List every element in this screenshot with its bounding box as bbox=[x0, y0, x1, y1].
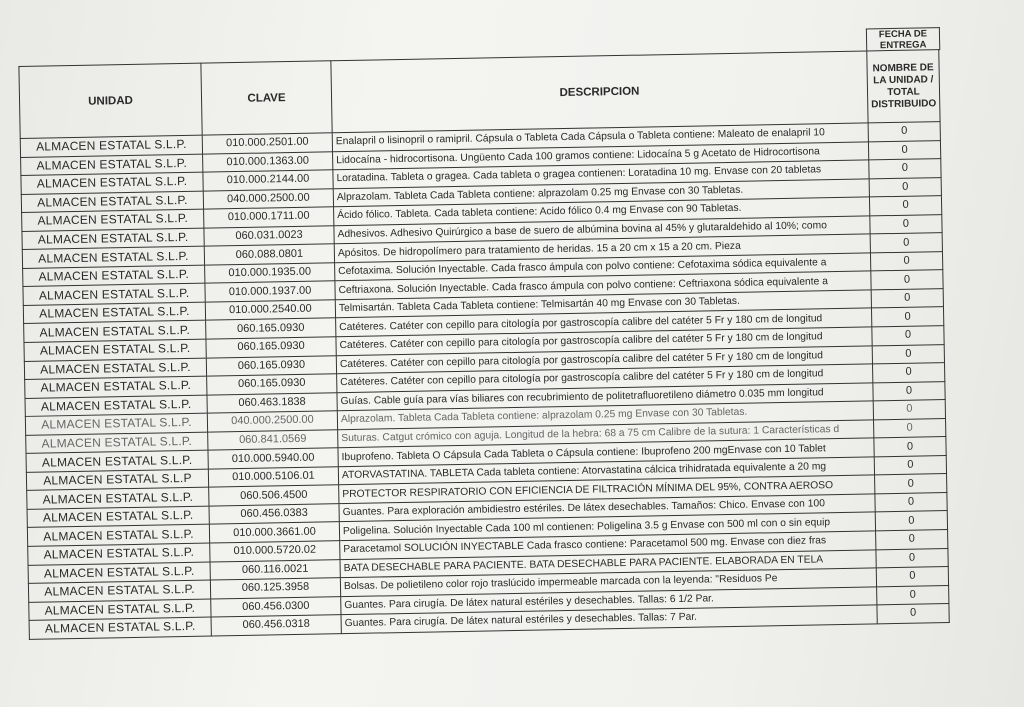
clave-cell: 060.456.0300 bbox=[211, 596, 341, 617]
clave-cell: 060.456.0383 bbox=[209, 504, 339, 525]
clave-cell: 060.165.0930 bbox=[206, 318, 336, 339]
distribution-sheet bbox=[18, 26, 1010, 684]
descripcion-cell: Guantes. Para exploración ambidiestro estériles. De látex desechables. Tamaños: Chico. Envase con 100 bbox=[339, 494, 875, 522]
total-cell: 0 bbox=[874, 455, 946, 475]
clave-cell: 060.456.0318 bbox=[211, 615, 341, 636]
unidad-cell: ALMACEN ESTATAL S.L.P. bbox=[23, 283, 205, 305]
clave-cell: 060.463.1838 bbox=[207, 392, 337, 413]
clave-cell: 010.000.1937.00 bbox=[205, 281, 335, 302]
total-cell: 0 bbox=[875, 511, 947, 531]
total-cell: 0 bbox=[873, 363, 945, 383]
descripcion-cell: Bolsas. De polietileno color rojo traslúcido impermeable marcada con la leyenda: "Residuos Pe bbox=[340, 568, 876, 596]
descripcion-cell: Guías. Cable guía para vías biliares con recubrimiento de politetrafluoretileno diámetro 0.035 mm longitud bbox=[337, 383, 873, 411]
unidad-cell: ALMACEN ESTATAL S.L.P. bbox=[25, 395, 207, 417]
total-cell: 0 bbox=[875, 474, 947, 494]
descripcion-cell: Catéteres. Catéter con cepillo para citología por gastroscopía calibre del catéter 5 Fr y 180 cm de longitud bbox=[337, 364, 873, 392]
clave-cell: 060.165.0930 bbox=[206, 355, 336, 376]
unidad-cell: ALMACEN ESTATAL S.L.P. bbox=[28, 562, 210, 584]
total-cell: 0 bbox=[873, 400, 945, 420]
clave-cell: 060.088.0801 bbox=[204, 244, 334, 265]
unidad-cell: ALMACEN ESTATAL S.L.P. bbox=[23, 302, 205, 324]
total-cell: 0 bbox=[874, 437, 946, 457]
total-cell: 0 bbox=[872, 344, 944, 364]
total-cell: 0 bbox=[876, 567, 948, 587]
descripcion-header: DESCRIPCION bbox=[331, 51, 868, 133]
clave-cell: 010.000.5940.00 bbox=[208, 448, 338, 469]
descripcion-cell: Alprazolam. Tableta Cada Tableta contiene: alprazolam 0.25 mg Envase con 30 Tabletas. bbox=[333, 179, 869, 207]
descripcion-cell: Alprazolam. Tableta Cada Tableta contiene: alprazolam 0.25 mg Envase con 30 Tabletas. bbox=[337, 401, 873, 429]
total-distribuido-header: NOMBRE DE LA UNIDAD / TOTAL DISTRIBUIDO bbox=[867, 50, 940, 123]
unidad-cell: ALMACEN ESTATAL S.L.P. bbox=[29, 599, 211, 621]
total-cell: 0 bbox=[868, 122, 940, 142]
descripcion-cell: ATORVASTATINA. TABLETA Cada tableta contiene: Atorvastatina cálcica trihidratada equivalente a 20 mg bbox=[338, 457, 874, 485]
total-cell: 0 bbox=[868, 140, 940, 160]
clave-cell: 010.000.1363.00 bbox=[203, 151, 333, 172]
unidad-cell: ALMACEN ESTATAL S.L.P. bbox=[22, 228, 204, 250]
unidad-cell: ALMACEN ESTATAL S.L.P. bbox=[21, 172, 203, 194]
total-cell: 0 bbox=[869, 177, 941, 197]
descripcion-cell: Telmisartán. Tableta Cada Tableta contiene: Telmisartán 40 mg Envase con 30 Tabletas. bbox=[335, 290, 871, 318]
descripcion-cell: Lidocaína - hidrocortisona. Ungüento Cada 100 gramos contiene: Lidocaína 5 g Acetato de Hidrocortisona bbox=[333, 141, 869, 169]
clave-cell: 010.000.5106.01 bbox=[208, 467, 338, 488]
clave-header: CLAVE bbox=[201, 61, 332, 135]
total-cell: 0 bbox=[877, 585, 949, 605]
unidad-cell: ALMACEN ESTATAL S.L.P. bbox=[27, 487, 209, 509]
total-cell: 0 bbox=[876, 548, 948, 568]
clave-cell: 040.000.2500.00 bbox=[207, 411, 337, 432]
total-cell: 0 bbox=[877, 604, 949, 624]
clave-cell: 010.000.1935.00 bbox=[205, 263, 335, 284]
unidad-cell: ALMACEN ESTATAL S.L.P. bbox=[21, 191, 203, 213]
descripcion-cell: Catéteres. Catéter con cepillo para citología por gastroscopía calibre del catéter 5 Fr y 180 cm de longitud bbox=[336, 308, 872, 336]
clave-cell: 010.000.2501.00 bbox=[202, 133, 332, 154]
unidad-cell: ALMACEN ESTATAL S.L.P. bbox=[28, 580, 210, 602]
descripcion-cell: Adhesivos. Adhesivo Quirúrgico a base de suero de albúmina bovina al 45% y glutaraldehido al 10%; como bbox=[334, 216, 870, 244]
unidad-cell: ALMACEN ESTATAL S.L.P. bbox=[20, 135, 202, 157]
unidad-cell: ALMACEN ESTATAL S.L.P. bbox=[24, 358, 206, 380]
descripcion-cell: Paracetamol SOLUCIÓN INYECTABLE Cada frasco contiene: Paracetamol 500 mg. Envase con diez fras bbox=[340, 531, 876, 559]
distribution-table bbox=[18, 49, 949, 640]
clave-cell: 060.125.3958 bbox=[210, 578, 340, 599]
clave-cell: 010.000.1711.00 bbox=[204, 207, 334, 228]
unidad-cell: ALMACEN ESTATAL S.L.P. bbox=[25, 413, 207, 435]
unidad-cell: ALMACEN ESTATAL S.L.P. bbox=[29, 617, 211, 639]
descripcion-cell: Poligelina. Solución Inyectable Cada 100 ml contienen: Poligelina 3.5 g Envase con 500 ml con o sin equip bbox=[339, 512, 875, 540]
descripcion-cell: Guantes. Para cirugía. De látex natural estériles y desechables. Tallas: 6 1/2 Par. bbox=[341, 587, 877, 615]
descripcion-cell: Catéteres. Catéter con cepillo para citología por gastroscopía calibre del catéter 5 Fr y 180 cm de longitud bbox=[336, 327, 872, 355]
total-cell: 0 bbox=[870, 251, 942, 271]
unidad-cell: ALMACEN ESTATAL S.L.P. bbox=[24, 339, 206, 361]
fecha-entrega-header: FECHA DE ENTREGA bbox=[866, 27, 940, 51]
clave-cell: 060.116.0021 bbox=[210, 559, 340, 580]
clave-cell: 060.165.0930 bbox=[207, 374, 337, 395]
descripcion-cell: Cefotaxima. Solución Inyectable. Cada frasco ámpula con polvo contiene: Cefotaxima sódica equivalente a bbox=[335, 253, 871, 281]
clave-cell: 060.506.4500 bbox=[209, 485, 339, 506]
descripcion-cell: Enalapril o lisinopril o ramipril. Cápsula o Tableta Cada Cápsula o Tableta contiene: Maleato de enalapril 10 bbox=[332, 123, 868, 151]
descripcion-cell: Ácido fólico. Tableta. Cada tableta contiene: Acido fólico 0.4 mg Envase con 90 Tabletas. bbox=[334, 197, 870, 225]
clave-cell: 060.031.0023 bbox=[204, 225, 334, 246]
descripcion-cell: BATA DESECHABLE PARA PACIENTE. BATA DESECHABLE PARA PACIENTE. ELABORADA EN TELA bbox=[340, 549, 876, 577]
total-cell: 0 bbox=[870, 233, 942, 253]
unidad-cell: ALMACEN ESTATAL S.L.P. bbox=[27, 506, 209, 528]
unidad-cell: ALMACEN ESTATAL S.L.P. bbox=[22, 246, 204, 268]
unidad-header: UNIDAD bbox=[19, 63, 202, 138]
descripcion-cell: PROTECTOR RESPIRATORIO CON EFICIENCIA DE FILTRACIÓN MÍNIMA DEL 95%, CONTRA AEROSO bbox=[339, 475, 875, 503]
total-cell: 0 bbox=[871, 289, 943, 309]
clave-cell: 010.000.3661.00 bbox=[209, 522, 339, 543]
total-cell: 0 bbox=[874, 418, 946, 438]
clave-cell: 010.000.5720.02 bbox=[210, 541, 340, 562]
clave-cell: 060.841.0569 bbox=[208, 429, 338, 450]
descripcion-cell: Suturas. Catgut crómico con aguja. Longitud de la hebra: 68 a 75 cm Calibre de la sutura: 1 Características d bbox=[338, 420, 874, 448]
unidad-cell: ALMACEN ESTATAL S.L.P. bbox=[23, 265, 205, 287]
clave-cell: 060.165.0930 bbox=[206, 337, 336, 358]
clave-cell: 040.000.2500.00 bbox=[203, 188, 333, 209]
clave-cell: 010.000.2540.00 bbox=[205, 300, 335, 321]
total-cell: 0 bbox=[876, 530, 948, 550]
total-cell: 0 bbox=[875, 492, 947, 512]
total-cell: 0 bbox=[869, 159, 941, 179]
unidad-cell: ALMACEN ESTATAL S.L.P. bbox=[22, 209, 204, 231]
descripcion-cell: Loratadina. Tableta o gragea. Cada tableta o gragea contienen: Loratadina 10 mg. Envase con 20 tabletas bbox=[333, 160, 869, 188]
clave-cell: 010.000.2144.00 bbox=[203, 170, 333, 191]
unidad-cell: ALMACEN ESTATAL S.L.P. bbox=[25, 376, 207, 398]
descripcion-cell: Ibuprofeno. Tableta O Cápsula Cada Tableta o Cápsula contiene: Ibuprofeno 200 mgEnvase con 10 Tablet bbox=[338, 438, 874, 466]
unidad-cell: ALMACEN ESTATAL S.L.P. bbox=[28, 543, 210, 565]
unidad-cell: ALMACEN ESTATAL S.L.P. bbox=[27, 525, 209, 547]
unidad-cell: ALMACEN ESTATAL S.L.P. bbox=[21, 154, 203, 176]
unidad-cell: ALMACEN ESTATAL S.L.P bbox=[26, 469, 208, 491]
descripcion-cell: Ceftriaxona. Solución Inyectable. Cada frasco ámpula con polvo contiene: Ceftriaxona sódica equivalente a bbox=[335, 271, 871, 299]
table-body bbox=[20, 122, 949, 640]
descripcion-cell: Catéteres. Catéter con cepillo para citología por gastroscopía calibre del catéter 5 Fr y 180 cm de longitud bbox=[336, 345, 872, 373]
descripcion-cell: Apósitos. De hidropolímero para tratamiento de heridas. 15 a 20 cm x 15 a 20 cm. Pieza bbox=[334, 234, 870, 262]
total-cell: 0 bbox=[869, 196, 941, 216]
total-cell: 0 bbox=[870, 214, 942, 234]
descripcion-cell: Guantes. Para cirugía. De látex natural estériles y desechables. Tallas: 7 Par. bbox=[341, 605, 877, 633]
unidad-cell: ALMACEN ESTATAL S.L.P. bbox=[26, 450, 208, 472]
total-cell: 0 bbox=[873, 381, 945, 401]
unidad-cell: ALMACEN ESTATAL S.L.P. bbox=[26, 432, 208, 454]
total-cell: 0 bbox=[872, 326, 944, 346]
unidad-cell: ALMACEN ESTATAL S.L.P. bbox=[24, 321, 206, 343]
total-cell: 0 bbox=[871, 307, 943, 327]
total-cell: 0 bbox=[871, 270, 943, 290]
